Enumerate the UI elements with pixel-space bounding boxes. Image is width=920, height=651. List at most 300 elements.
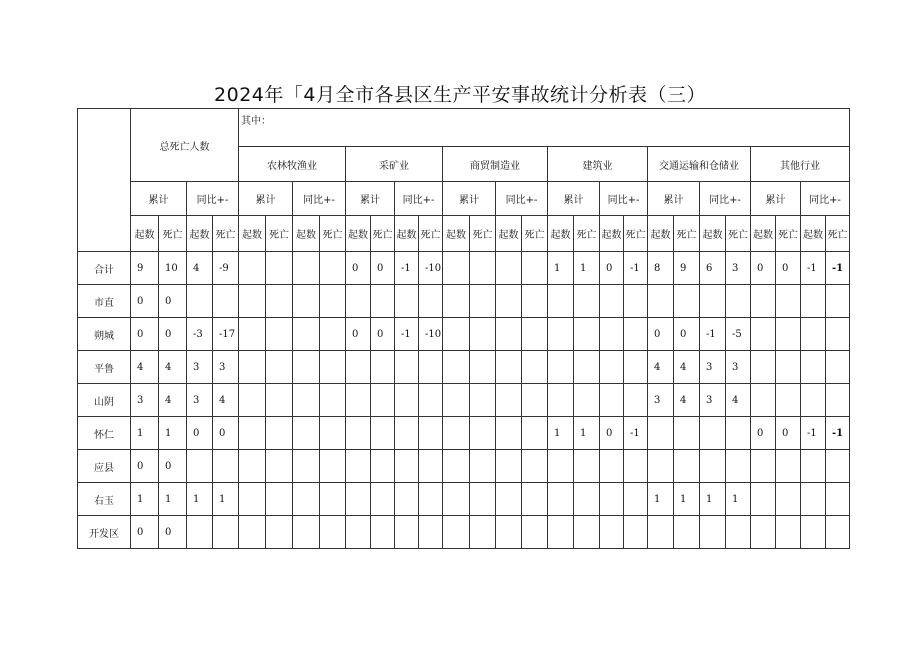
data-cell <box>726 417 751 450</box>
data-cell <box>239 285 266 318</box>
data-cell <box>213 285 239 318</box>
data-cell: 1 <box>700 483 726 516</box>
data-cell <box>266 318 293 351</box>
data-cell: 1 <box>159 483 187 516</box>
data-cell: 4 <box>187 252 213 285</box>
data-cell <box>346 384 371 417</box>
data-cell <box>419 483 443 516</box>
table-row <box>78 384 850 417</box>
data-cell <box>293 516 320 549</box>
data-cell: 0 <box>371 318 395 351</box>
data-cell <box>419 516 443 549</box>
data-cell <box>751 318 776 351</box>
data-cell: 1 <box>187 483 213 516</box>
data-cell <box>239 384 266 417</box>
data-cell <box>574 483 600 516</box>
data-cell: 4 <box>674 351 700 384</box>
data-cell <box>395 516 419 549</box>
data-cell: -1 <box>826 417 850 450</box>
data-cell: 3 <box>131 384 159 417</box>
data-cell <box>395 285 419 318</box>
data-cell <box>624 285 648 318</box>
count-header: 起数 <box>346 216 371 252</box>
count-header: 起数 <box>548 216 574 252</box>
data-cell: 0 <box>751 252 776 285</box>
count-header: 起数 <box>496 216 522 252</box>
data-cell: -10 <box>419 318 443 351</box>
table-row <box>78 318 850 351</box>
count-header: 起数 <box>239 216 266 252</box>
data-cell <box>496 285 522 318</box>
data-cell <box>574 351 600 384</box>
data-cell: -9 <box>213 252 239 285</box>
data-cell <box>320 318 346 351</box>
data-cell <box>470 252 496 285</box>
data-cell <box>419 417 443 450</box>
data-cell: 1 <box>548 417 574 450</box>
data-cell <box>419 384 443 417</box>
data-cell: 0 <box>751 417 776 450</box>
data-cell <box>371 285 395 318</box>
data-cell: 9 <box>674 252 700 285</box>
data-cell <box>213 516 239 549</box>
data-cell: 0 <box>131 516 159 549</box>
data-cell: 0 <box>131 318 159 351</box>
data-cell <box>522 483 548 516</box>
data-cell <box>600 384 624 417</box>
data-cell: 0 <box>648 318 674 351</box>
data-cell: 0 <box>131 450 159 483</box>
data-cell: -1 <box>801 252 826 285</box>
data-cell <box>522 450 548 483</box>
data-cell <box>700 450 726 483</box>
industry-header: 商贸制造业 <box>443 147 548 182</box>
data-cell: 1 <box>213 483 239 516</box>
total-deaths-header: 总死亡人数 <box>131 109 239 182</box>
data-cell <box>826 318 850 351</box>
data-cell <box>371 351 395 384</box>
data-cell <box>496 318 522 351</box>
data-cell <box>600 483 624 516</box>
region-label: 朔城 <box>78 318 131 351</box>
data-cell <box>443 252 470 285</box>
data-cell <box>320 351 346 384</box>
data-cell <box>371 483 395 516</box>
data-cell: -1 <box>700 318 726 351</box>
data-cell <box>776 516 801 549</box>
table-row <box>78 417 850 450</box>
data-cell <box>470 318 496 351</box>
region-label: 合计 <box>78 252 131 285</box>
data-cell: 0 <box>346 252 371 285</box>
data-cell <box>801 450 826 483</box>
data-cell: 0 <box>371 252 395 285</box>
data-cell <box>776 351 801 384</box>
count-header: 起数 <box>395 216 419 252</box>
data-cell <box>700 417 726 450</box>
data-cell <box>443 483 470 516</box>
data-cell <box>674 450 700 483</box>
data-cell <box>293 318 320 351</box>
death-header: 死亡 <box>624 216 648 252</box>
data-cell: -1 <box>801 417 826 450</box>
count-header: 起数 <box>293 216 320 252</box>
data-cell <box>320 252 346 285</box>
table-row <box>78 285 850 318</box>
data-cell <box>346 450 371 483</box>
data-cell <box>600 318 624 351</box>
data-cell <box>522 318 548 351</box>
data-cell <box>548 318 574 351</box>
data-cell <box>187 450 213 483</box>
data-cell <box>600 516 624 549</box>
data-cell <box>320 450 346 483</box>
data-cell <box>239 318 266 351</box>
data-cell <box>293 351 320 384</box>
data-cell: 6 <box>700 252 726 285</box>
count-header: 起数 <box>187 216 213 252</box>
death-header: 死亡 <box>674 216 700 252</box>
region-label: 应县 <box>78 450 131 483</box>
death-header: 死亡 <box>213 216 239 252</box>
data-cell <box>443 285 470 318</box>
cumulative-header: 累计 <box>131 182 187 216</box>
data-cell <box>470 483 496 516</box>
data-cell <box>826 516 850 549</box>
data-cell: -3 <box>187 318 213 351</box>
table-row <box>78 450 850 483</box>
data-cell <box>266 417 293 450</box>
data-cell <box>419 285 443 318</box>
region-label: 平鲁 <box>78 351 131 384</box>
data-cell: 4 <box>159 351 187 384</box>
table-row <box>78 252 850 285</box>
data-cell <box>522 417 548 450</box>
data-cell: 8 <box>648 252 674 285</box>
data-cell <box>522 252 548 285</box>
data-cell: -1 <box>395 252 419 285</box>
data-cell <box>624 516 648 549</box>
data-cell <box>801 384 826 417</box>
yoy-header: 同比+- <box>187 182 239 216</box>
data-cell <box>395 384 419 417</box>
data-cell: 4 <box>131 351 159 384</box>
data-cell <box>470 384 496 417</box>
industry-header: 农林牧渔业 <box>239 147 346 182</box>
data-cell <box>371 417 395 450</box>
data-cell <box>751 351 776 384</box>
data-cell <box>548 516 574 549</box>
data-cell <box>239 252 266 285</box>
data-cell <box>624 384 648 417</box>
data-cell <box>574 285 600 318</box>
data-cell: 1 <box>131 483 159 516</box>
data-cell: 4 <box>648 351 674 384</box>
data-cell <box>395 483 419 516</box>
data-cell: 0 <box>346 318 371 351</box>
data-cell <box>801 516 826 549</box>
data-cell <box>266 384 293 417</box>
data-cell <box>293 384 320 417</box>
data-cell <box>239 417 266 450</box>
data-cell: 1 <box>159 417 187 450</box>
data-cell: 3 <box>726 351 751 384</box>
data-cell <box>293 252 320 285</box>
data-cell <box>600 351 624 384</box>
data-cell <box>624 351 648 384</box>
region-label: 开发区 <box>78 516 131 549</box>
death-header: 死亡 <box>419 216 443 252</box>
data-cell <box>470 285 496 318</box>
header-row-count-death <box>78 216 850 252</box>
data-cell: 0 <box>187 417 213 450</box>
data-cell <box>600 450 624 483</box>
data-cell <box>548 483 574 516</box>
region-label: 市直 <box>78 285 131 318</box>
data-cell <box>726 516 751 549</box>
data-cell <box>346 417 371 450</box>
data-cell <box>293 450 320 483</box>
data-cell <box>213 450 239 483</box>
data-cell <box>726 450 751 483</box>
data-cell <box>574 318 600 351</box>
count-header: 起数 <box>801 216 826 252</box>
yoy-header: 同比+- <box>496 182 548 216</box>
data-cell <box>496 252 522 285</box>
table-row <box>78 351 850 384</box>
data-cell: 1 <box>574 252 600 285</box>
death-header: 死亡 <box>726 216 751 252</box>
cumulative-header: 累计 <box>443 182 496 216</box>
table-row <box>78 516 850 549</box>
cumulative-header: 累计 <box>548 182 600 216</box>
data-cell <box>801 351 826 384</box>
data-cell <box>826 483 850 516</box>
cumulative-header: 累计 <box>346 182 395 216</box>
count-header: 起数 <box>131 216 159 252</box>
data-cell <box>496 417 522 450</box>
data-cell: 0 <box>674 318 700 351</box>
header-row-1 <box>78 109 850 147</box>
data-cell: 0 <box>776 417 801 450</box>
data-cell <box>470 351 496 384</box>
industry-header: 建筑业 <box>548 147 648 182</box>
data-cell: 3 <box>700 351 726 384</box>
data-cell <box>266 285 293 318</box>
data-cell <box>648 417 674 450</box>
data-cell <box>187 516 213 549</box>
data-cell <box>826 384 850 417</box>
data-cell: -10 <box>419 252 443 285</box>
data-cell <box>648 516 674 549</box>
data-cell <box>674 285 700 318</box>
data-cell <box>624 483 648 516</box>
data-cell <box>443 318 470 351</box>
data-cell <box>496 450 522 483</box>
data-cell <box>826 450 850 483</box>
data-cell <box>574 384 600 417</box>
data-cell <box>443 516 470 549</box>
data-cell <box>395 351 419 384</box>
data-cell <box>776 318 801 351</box>
data-cell <box>293 417 320 450</box>
data-cell <box>346 285 371 318</box>
data-cell <box>751 483 776 516</box>
cumulative-header: 累计 <box>751 182 801 216</box>
data-cell <box>751 516 776 549</box>
data-cell: 1 <box>548 252 574 285</box>
data-cell <box>624 450 648 483</box>
data-cell <box>443 384 470 417</box>
data-cell <box>320 483 346 516</box>
data-cell: 0 <box>159 318 187 351</box>
count-header: 起数 <box>648 216 674 252</box>
death-header: 死亡 <box>159 216 187 252</box>
data-cell <box>371 384 395 417</box>
among-header: 其中： <box>239 109 850 147</box>
death-header: 死亡 <box>826 216 850 252</box>
data-cell <box>187 285 213 318</box>
industry-header: 交通运输和仓储业 <box>648 147 751 182</box>
yoy-header: 同比+- <box>600 182 648 216</box>
data-cell <box>320 285 346 318</box>
data-cell: 1 <box>574 417 600 450</box>
data-cell <box>801 285 826 318</box>
data-cell <box>776 483 801 516</box>
data-cell <box>346 351 371 384</box>
page-title: 2024年「4月全市各县区生产平安事故统计分析表（三） <box>214 84 706 106</box>
count-header: 起数 <box>700 216 726 252</box>
data-cell: 9 <box>131 252 159 285</box>
data-cell <box>320 516 346 549</box>
data-cell <box>496 384 522 417</box>
data-cell <box>239 351 266 384</box>
region-label: 右玉 <box>78 483 131 516</box>
corner-cell <box>78 109 131 252</box>
data-cell: 3 <box>648 384 674 417</box>
data-cell: 10 <box>159 252 187 285</box>
yoy-header: 同比+- <box>395 182 443 216</box>
data-cell <box>522 285 548 318</box>
data-cell <box>726 285 751 318</box>
data-cell: 1 <box>726 483 751 516</box>
count-header: 起数 <box>751 216 776 252</box>
data-cell <box>574 516 600 549</box>
data-cell <box>801 318 826 351</box>
data-cell <box>674 417 700 450</box>
data-cell <box>470 516 496 549</box>
data-cell <box>648 285 674 318</box>
data-cell <box>674 516 700 549</box>
data-cell <box>266 252 293 285</box>
data-cell: 3 <box>187 351 213 384</box>
data-cell <box>320 417 346 450</box>
death-header: 死亡 <box>266 216 293 252</box>
death-header: 死亡 <box>320 216 346 252</box>
data-cell <box>776 384 801 417</box>
data-cell <box>293 285 320 318</box>
data-cell: 4 <box>213 384 239 417</box>
data-cell <box>266 351 293 384</box>
data-cell: -1 <box>395 318 419 351</box>
data-cell: 0 <box>159 516 187 549</box>
data-cell: 1 <box>674 483 700 516</box>
data-cell <box>548 450 574 483</box>
data-cell <box>496 516 522 549</box>
data-cell <box>751 450 776 483</box>
industry-header: 采矿业 <box>346 147 443 182</box>
data-cell: 4 <box>674 384 700 417</box>
yoy-header: 同比+- <box>700 182 751 216</box>
data-cell <box>496 483 522 516</box>
data-cell <box>239 483 266 516</box>
data-cell: 3 <box>213 351 239 384</box>
data-cell <box>600 285 624 318</box>
data-cell: 3 <box>726 252 751 285</box>
data-cell: -1 <box>624 252 648 285</box>
data-cell: -17 <box>213 318 239 351</box>
data-cell: -1 <box>826 252 850 285</box>
yoy-header: 同比+- <box>801 182 850 216</box>
death-header: 死亡 <box>574 216 600 252</box>
data-cell <box>496 351 522 384</box>
data-cell: 0 <box>213 417 239 450</box>
table-row <box>78 483 850 516</box>
data-cell: -5 <box>726 318 751 351</box>
data-cell <box>419 351 443 384</box>
data-cell: 3 <box>187 384 213 417</box>
data-cell <box>346 516 371 549</box>
data-cell <box>522 351 548 384</box>
death-header: 死亡 <box>776 216 801 252</box>
death-header: 死亡 <box>371 216 395 252</box>
industry-header: 其他行业 <box>751 147 850 182</box>
data-cell <box>419 450 443 483</box>
data-cell: 4 <box>726 384 751 417</box>
data-cell <box>443 351 470 384</box>
data-cell <box>346 483 371 516</box>
data-cell: 4 <box>159 384 187 417</box>
data-cell <box>266 516 293 549</box>
data-cell <box>443 450 470 483</box>
header-row-cumulative-yoy <box>78 182 850 216</box>
data-cell: 1 <box>131 417 159 450</box>
data-cell <box>470 450 496 483</box>
data-cell <box>395 417 419 450</box>
data-cell <box>371 516 395 549</box>
data-cell: 0 <box>131 285 159 318</box>
yoy-header: 同比+- <box>293 182 346 216</box>
data-cell <box>522 384 548 417</box>
data-cell <box>624 318 648 351</box>
data-cell: 0 <box>776 252 801 285</box>
data-cell: -1 <box>624 417 648 450</box>
data-cell: 0 <box>600 417 624 450</box>
data-cell <box>522 516 548 549</box>
data-cell <box>751 285 776 318</box>
data-cell: 0 <box>600 252 624 285</box>
death-header: 死亡 <box>522 216 548 252</box>
data-cell <box>395 450 419 483</box>
data-cell <box>320 384 346 417</box>
data-cell: 3 <box>700 384 726 417</box>
cumulative-header: 累计 <box>648 182 700 216</box>
cumulative-header: 累计 <box>239 182 293 216</box>
data-cell: 0 <box>159 285 187 318</box>
data-cell <box>239 450 266 483</box>
data-cell <box>751 384 776 417</box>
data-cell <box>266 450 293 483</box>
